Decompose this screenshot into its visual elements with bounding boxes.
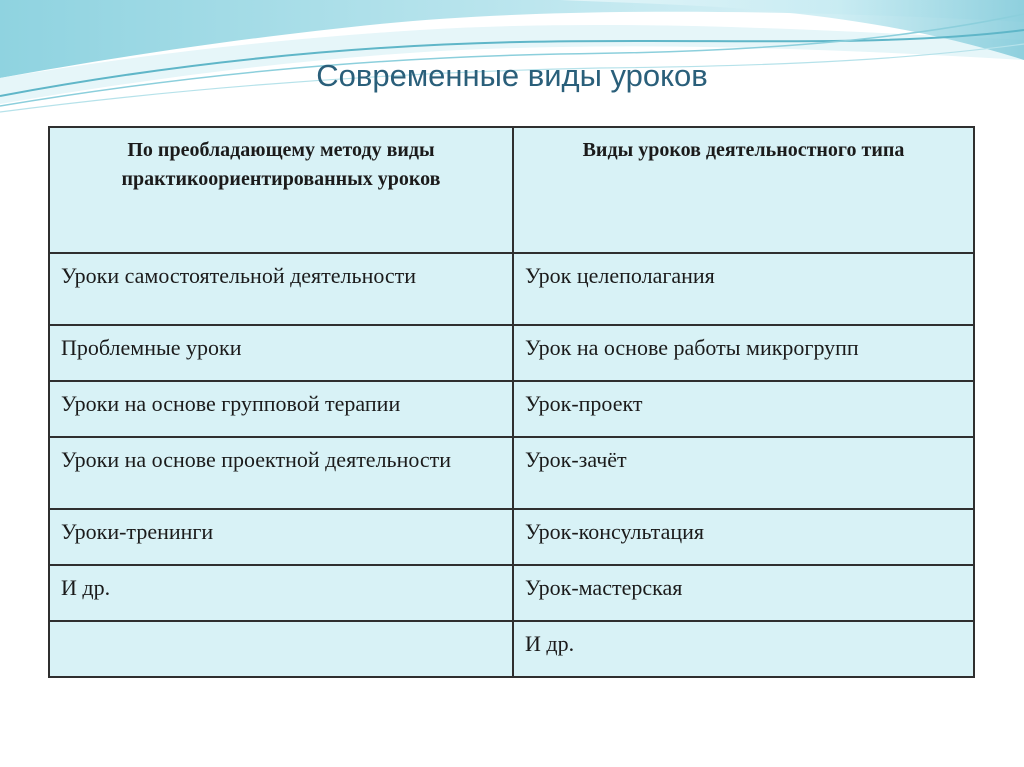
slide-title: Современные виды уроков bbox=[316, 58, 708, 93]
table-cell: Уроки на основе групповой терапии bbox=[49, 381, 513, 437]
header-activity-type: Виды уроков деятельностного типа bbox=[513, 127, 974, 253]
table-row bbox=[49, 437, 974, 509]
table-cell: Урок-проект bbox=[513, 381, 974, 437]
table-cell: Уроки-тренинги bbox=[49, 509, 513, 565]
table-row bbox=[49, 325, 974, 381]
table-cell: Урок целеполагания bbox=[513, 253, 974, 325]
table-row bbox=[49, 565, 974, 621]
table-header-row bbox=[49, 127, 974, 253]
table-cell: Урок на основе работы микрогрупп bbox=[513, 325, 974, 381]
table-cell: Урок-зачёт bbox=[513, 437, 974, 509]
table-cell: Урок-мастерская bbox=[513, 565, 974, 621]
table-row bbox=[49, 253, 974, 325]
table-cell: Проблемные уроки bbox=[49, 325, 513, 381]
lesson-types-table bbox=[48, 126, 975, 678]
table-row bbox=[49, 621, 974, 677]
table-row bbox=[49, 509, 974, 565]
table-cell bbox=[49, 621, 513, 677]
table-row bbox=[49, 381, 974, 437]
table-cell: Уроки самостоятельной деятельности bbox=[49, 253, 513, 325]
header-practice-oriented: По преобладающему методу виды практикоориентированных уроков bbox=[49, 127, 513, 253]
table-cell: Урок-консультация bbox=[513, 509, 974, 565]
table-cell: Уроки на основе проектной деятельности bbox=[49, 437, 513, 509]
table-cell: И др. bbox=[513, 621, 974, 677]
table-cell: И др. bbox=[49, 565, 513, 621]
